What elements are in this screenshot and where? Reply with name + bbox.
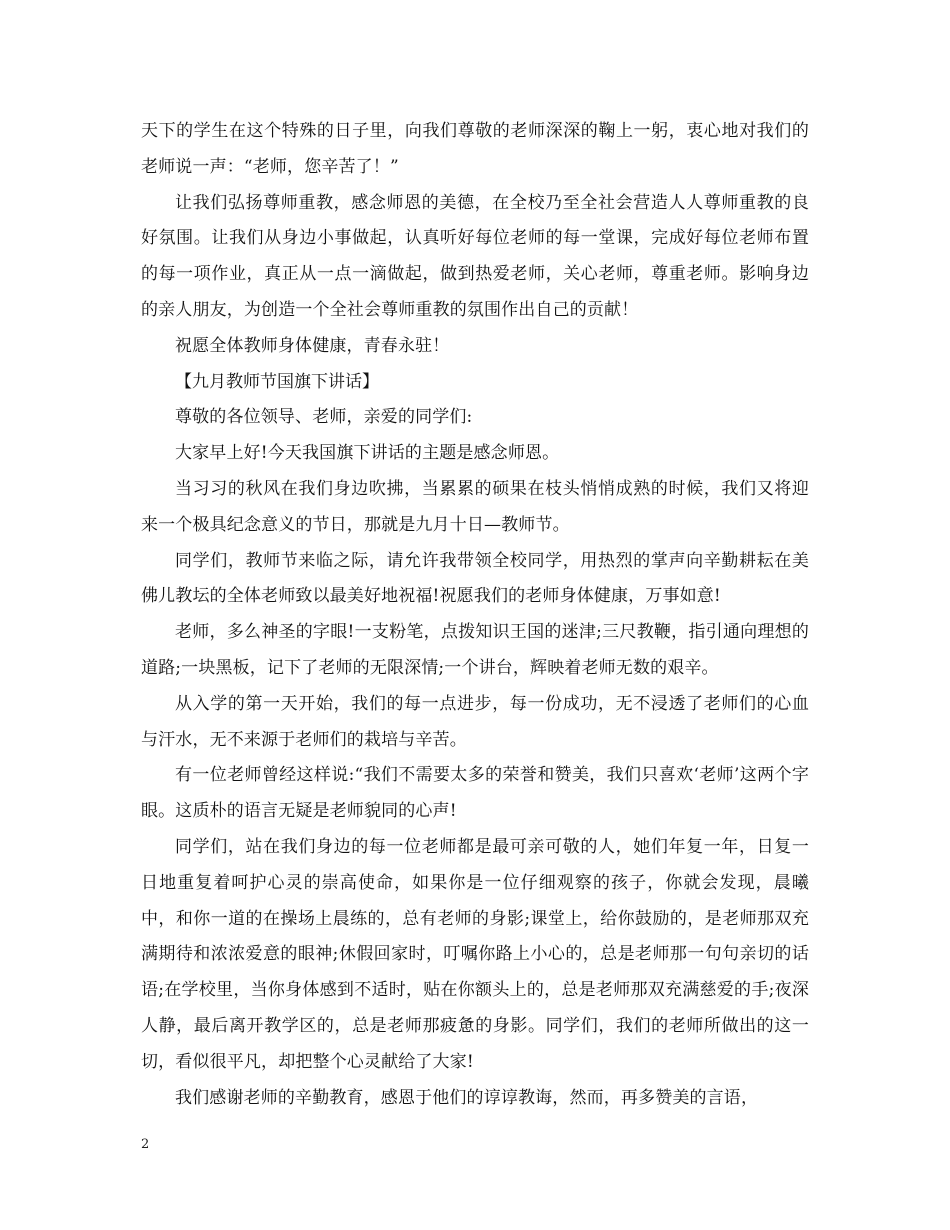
paragraph: 让我们弘扬尊师重教，感念师恩的美德，在全校乃至全社会营造人人尊师重教的良好氛围。让我们从身边小事做起，认真听好每位老师的每一堂课，完成好每位老师布置的每一项作业，真正从一点一滴做起，做到热爱老师，关心老师，尊重老师。影响身边的亲人朋友，为创造一个全社会尊师重教的氛围作出自己的贡献！ bbox=[141, 192, 809, 320]
paragraph: 祝愿全体教师身体健康，青春永驻！ bbox=[175, 335, 450, 356]
paragraph: 老师，多么神圣的字眼!一支粉笔，点拨知识王国的迷津;三尺教鞭，指引通向理想的道路;一块黑板，记下了老师的无限深情;一个讲台，辉映着老师无数的艰辛。 bbox=[141, 622, 809, 678]
section-heading: 【九月教师节国旗下讲话】 bbox=[175, 371, 379, 392]
paragraph: 天下的学生在这个特殊的日子里，向我们尊敬的老师深深的鞠上一躬，衷心地对我们的老师说一声：“老师，您辛苦了！” bbox=[141, 121, 809, 177]
paragraph: 有一位老师曾经这样说:“我们不需要太多的荣誉和赞美，我们只喜欢‘老师’这两个字眼。这质朴的语言无疑是老师貌同的心声! bbox=[141, 765, 809, 822]
paragraph: 当习习的秋风在我们身边吹拂，当累累的硕果在枝头悄悄成熟的时候，我们又将迎来一个极具纪念意义的节日，那就是九月十日—教师节。 bbox=[141, 478, 809, 535]
paragraph: 同学们，教师节来临之际，请允许我带领全校同学，用热烈的掌声向辛勤耕耘在美佛儿教坛的全体老师致以最美好地祝福!祝愿我们的老师身体健康，万事如意! bbox=[141, 550, 809, 607]
paragraph: 从入学的第一天开始，我们的每一点进步，每一份成功，无不浸透了老师们的心血与汗水，无不来源于老师们的栽培与辛苦。 bbox=[141, 693, 809, 750]
document-body bbox=[141, 114, 809, 1116]
paragraph: 大家早上好!今天我国旗下讲话的主题是感念师恩。 bbox=[175, 443, 560, 464]
paragraph: 我们感谢老师的辛勤教育，感恩于他们的谆谆教诲，然而，再多赞美的言语， bbox=[175, 1087, 759, 1108]
paragraph: 同学们，站在我们身边的每一位老师都是最可亲可敬的人，她们年复一年，日复一日地重复着呵护心灵的崇高使命，如果你是一位仔细观察的孩子，你就会发现，晨曦中，和你一道的在操场上晨练的，总有老师的身影;课堂上，给你鼓励的，是老师那双充满期待和浓浓爱意的眼神;休假回家时，叮嘱你路上小心的，总是老师那一句句亲切的话语;在学校里，当你身体感到不适时，贴在你额头上的，总是老师那双充满慈爱的手;夜深人静，最后离开教学区的，总是老师那疲惫的身影。同学们，我们的老师所做出的这一切，看似很平凡，却把整个心灵献给了大家! bbox=[141, 836, 809, 1072]
page-number: 2 bbox=[141, 1137, 150, 1152]
paragraph: 尊敬的各位领导、老师，亲爱的同学们: bbox=[175, 407, 473, 428]
